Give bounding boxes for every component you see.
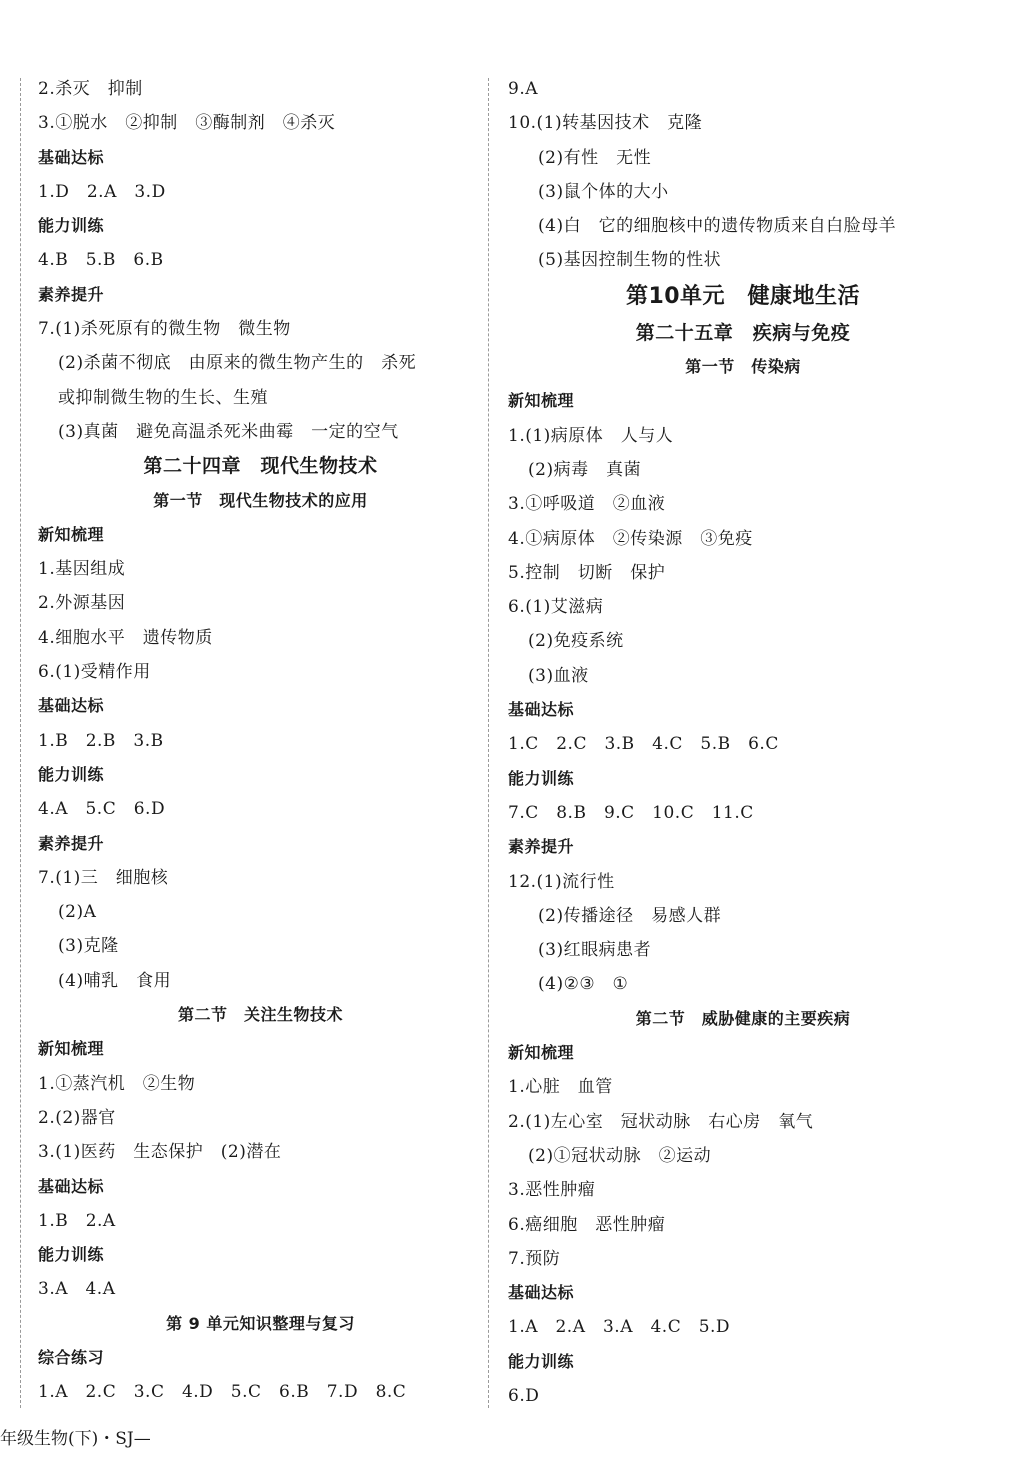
answer-line: (2)病毒 真菌 xyxy=(528,459,642,480)
answer-line: (2)免疫系统 xyxy=(528,631,624,652)
answer-line: 1.基因组成 xyxy=(38,559,126,580)
answer-line: (3)鼠个体的大小 xyxy=(538,181,669,202)
left-column xyxy=(38,72,483,1410)
subsection-heading: 基础达标 xyxy=(508,1283,575,1303)
answer-line: (4)白 它的细胞核中的遗传物质来自白脸母羊 xyxy=(538,216,897,237)
section-title: 第 9 单元知识整理与复习 xyxy=(166,1313,355,1333)
answer-line: 9.A xyxy=(508,79,538,99)
answer-line: 6.癌细胞 恶性肿瘤 xyxy=(508,1214,666,1235)
subsection-heading: 新知梳理 xyxy=(38,1039,105,1059)
answer-line: 10.(1)转基因技术 克隆 xyxy=(508,113,703,134)
answer-line: (3)血液 xyxy=(528,665,589,686)
answer-line: 7.(1)杀死原有的微生物 微生物 xyxy=(38,319,291,340)
answer-line: 1.A 2.C 3.C 4.D 5.C 6.B 7.D 8.C xyxy=(38,1382,407,1403)
subsection-heading: 基础达标 xyxy=(38,696,105,716)
answer-line: (3)克隆 xyxy=(58,936,119,957)
subsection-heading: 能力训练 xyxy=(508,1351,575,1371)
answer-line: 4.①病原体 ②传染源 ③免疫 xyxy=(508,528,753,549)
answer-line: 2.(2)器官 xyxy=(38,1107,116,1128)
answer-line: 4.B 5.B 6.B xyxy=(38,250,164,271)
subsection-heading: 素养提升 xyxy=(38,833,105,853)
section-title: 第二节 关注生物技术 xyxy=(177,1005,343,1025)
unit-title: 第10单元 健康地生活 xyxy=(625,283,861,309)
page-footer: 年级生物(下)・SJ— xyxy=(0,1429,151,1449)
answer-line: (2)杀菌不彻底 由原来的微生物产生的 杀死 xyxy=(58,353,417,374)
subsection-heading: 新知梳理 xyxy=(508,391,575,411)
subsection-heading: 能力训练 xyxy=(38,764,105,784)
answer-line: 3.①脱水 ②抑制 ③酶制剂 ④杀灭 xyxy=(38,113,336,134)
answer-line: 4.A 5.C 6.D xyxy=(38,799,166,820)
section-title: 第一节 传染病 xyxy=(685,357,801,377)
answer-line: 3.A 4.A xyxy=(38,1279,116,1300)
answer-line: 3.恶性肿瘤 xyxy=(508,1180,596,1201)
answer-line: (4)②③ ① xyxy=(538,974,629,995)
subsection-heading: 能力训练 xyxy=(508,768,575,788)
answer-line: 3.①呼吸道 ②血液 xyxy=(508,494,666,515)
subsection-heading: 新知梳理 xyxy=(508,1043,575,1063)
subsection-heading: 综合练习 xyxy=(38,1347,105,1367)
answer-line: 7.C 8.B 9.C 10.C 11.C xyxy=(508,802,754,823)
answer-line: 6.(1)艾滋病 xyxy=(508,597,604,618)
answer-line: (3)真菌 避免高温杀死米曲霉 一定的空气 xyxy=(58,421,399,442)
left-margin-divider xyxy=(20,78,21,1408)
answer-line: (5)基因控制生物的性状 xyxy=(538,250,722,271)
answer-line: (2)A xyxy=(58,902,97,923)
answer-line: 1.D 2.A 3.D xyxy=(38,181,166,202)
answer-line: 2.杀灭 抑制 xyxy=(38,79,143,99)
answer-line: (3)红眼病患者 xyxy=(538,940,652,961)
subsection-heading: 新知梳理 xyxy=(38,524,105,544)
answer-line: (4)哺乳 食用 xyxy=(58,970,172,991)
answer-line: 1.心脏 血管 xyxy=(508,1077,613,1098)
subsection-heading: 基础达标 xyxy=(38,1176,105,1196)
answer-line: 7.(1)三 细胞核 xyxy=(38,867,169,888)
subsection-heading: 能力训练 xyxy=(38,216,105,236)
answer-line: 1.B 2.B 3.B xyxy=(38,730,164,751)
right-column xyxy=(508,72,978,1413)
section-title: 第一节 现代生物技术的应用 xyxy=(153,490,368,510)
answer-line: 或抑制微生物的生长、生殖 xyxy=(58,387,268,408)
answer-line: 5.控制 切断 保护 xyxy=(508,562,666,583)
answer-line: 1.①蒸汽机 ②生物 xyxy=(38,1073,196,1094)
subsection-heading: 素养提升 xyxy=(38,284,105,304)
section-title: 第二节 威胁健康的主要疾病 xyxy=(635,1008,851,1028)
answer-line: 4.细胞水平 遗传物质 xyxy=(38,627,213,648)
answer-line: 2.外源基因 xyxy=(38,593,126,614)
answer-line: (2)传播途径 易感人群 xyxy=(538,905,722,926)
subsection-heading: 基础达标 xyxy=(508,700,575,720)
answer-line: 2.(1)左心室 冠状动脉 右心房 氧气 xyxy=(508,1111,814,1132)
chapter-title: 第二十五章 疾病与免疫 xyxy=(635,321,851,344)
answer-line: 1.C 2.C 3.B 4.C 5.B 6.C xyxy=(508,734,779,755)
subsection-heading: 能力训练 xyxy=(38,1245,105,1265)
answer-line: 1.B 2.A xyxy=(38,1210,116,1231)
answer-line: (2)①冠状动脉 ②运动 xyxy=(528,1145,712,1166)
subsection-heading: 基础达标 xyxy=(38,147,105,167)
answer-line: 6.D xyxy=(508,1385,540,1406)
subsection-heading: 素养提升 xyxy=(508,837,575,857)
chapter-title: 第二十四章 现代生物技术 xyxy=(143,455,378,478)
column-divider xyxy=(488,78,489,1408)
answer-line: 7.预防 xyxy=(508,1248,561,1269)
answer-line: (2)有性 无性 xyxy=(538,147,652,168)
answer-line: 12.(1)流行性 xyxy=(508,871,615,892)
answer-line: 3.(1)医药 生态保护 (2)潜在 xyxy=(38,1142,282,1163)
answer-line: 1.A 2.A 3.A 4.C 5.D xyxy=(508,1317,731,1338)
answer-line: 6.(1)受精作用 xyxy=(38,662,151,683)
answer-line: 1.(1)病原体 人与人 xyxy=(508,425,674,446)
